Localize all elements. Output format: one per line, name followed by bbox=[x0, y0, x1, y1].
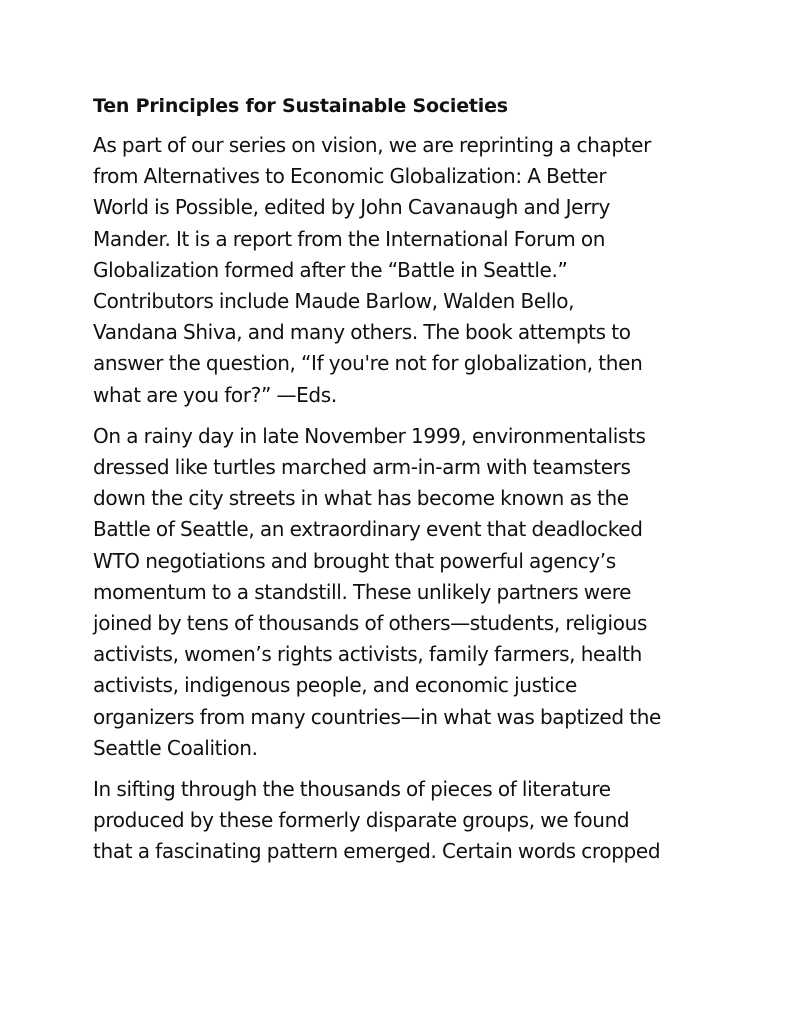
paragraph-line: WTO negotiations and brought that powerful agency’s bbox=[93, 548, 616, 573]
paragraph-line: World is Possible, edited by John Cavanaugh and Jerry bbox=[93, 195, 610, 220]
paragraph-line: from Alternatives to Economic Globalization: A Better bbox=[93, 164, 607, 189]
paragraph-line: On a rainy day in late November 1999, environmentalists bbox=[93, 423, 646, 448]
paragraph-line: activists, women’s rights activists, family farmers, health bbox=[93, 642, 642, 667]
literature-paragraph bbox=[93, 774, 708, 868]
paragraph-line: activists, indigenous people, and economic justice bbox=[93, 673, 577, 698]
paragraph-line: produced by these formerly disparate groups, we found bbox=[93, 808, 630, 833]
paragraph-line: Seattle Coalition. bbox=[93, 735, 258, 760]
paragraph-line: organizers from many countries—in what was baptized the bbox=[93, 704, 661, 729]
paragraph-line: joined by tens of thousands of others—students, religious bbox=[93, 611, 648, 636]
paragraph-line: answer the question, “If you're not for globalization, then bbox=[93, 351, 643, 376]
paragraph-line: In sifting through the thousands of pieces of literature bbox=[93, 777, 611, 802]
paragraph-line: momentum to a standstill. These unlikely partners were bbox=[93, 579, 632, 604]
paragraph-line: Globalization formed after the “Battle in Seattle.” bbox=[93, 257, 568, 282]
paragraph-line: that a fascinating pattern emerged. Certain words cropped bbox=[93, 839, 661, 864]
document-title: Ten Principles for Sustainable Societies bbox=[93, 95, 508, 117]
document-page bbox=[93, 92, 708, 878]
intro-paragraph bbox=[93, 130, 708, 411]
seattle-paragraph bbox=[93, 421, 708, 764]
paragraph-line: down the city streets in what has become known as the bbox=[93, 486, 629, 511]
paragraph-line: dressed like turtles marched arm-in-arm with teamsters bbox=[93, 455, 631, 480]
paragraph-line: Contributors include Maude Barlow, Walden Bello, bbox=[93, 289, 575, 314]
paragraph-line: As part of our series on vision, we are reprinting a chapter bbox=[93, 133, 652, 157]
paragraph-line: what are you for?” —Eds. bbox=[93, 382, 337, 407]
paragraph-line: Battle of Seattle, an extraordinary event that deadlocked bbox=[93, 517, 643, 542]
paragraph-line: Vandana Shiva, and many others. The book attempts to bbox=[93, 320, 631, 345]
paragraph-line: Mander. It is a report from the International Forum on bbox=[93, 226, 606, 251]
